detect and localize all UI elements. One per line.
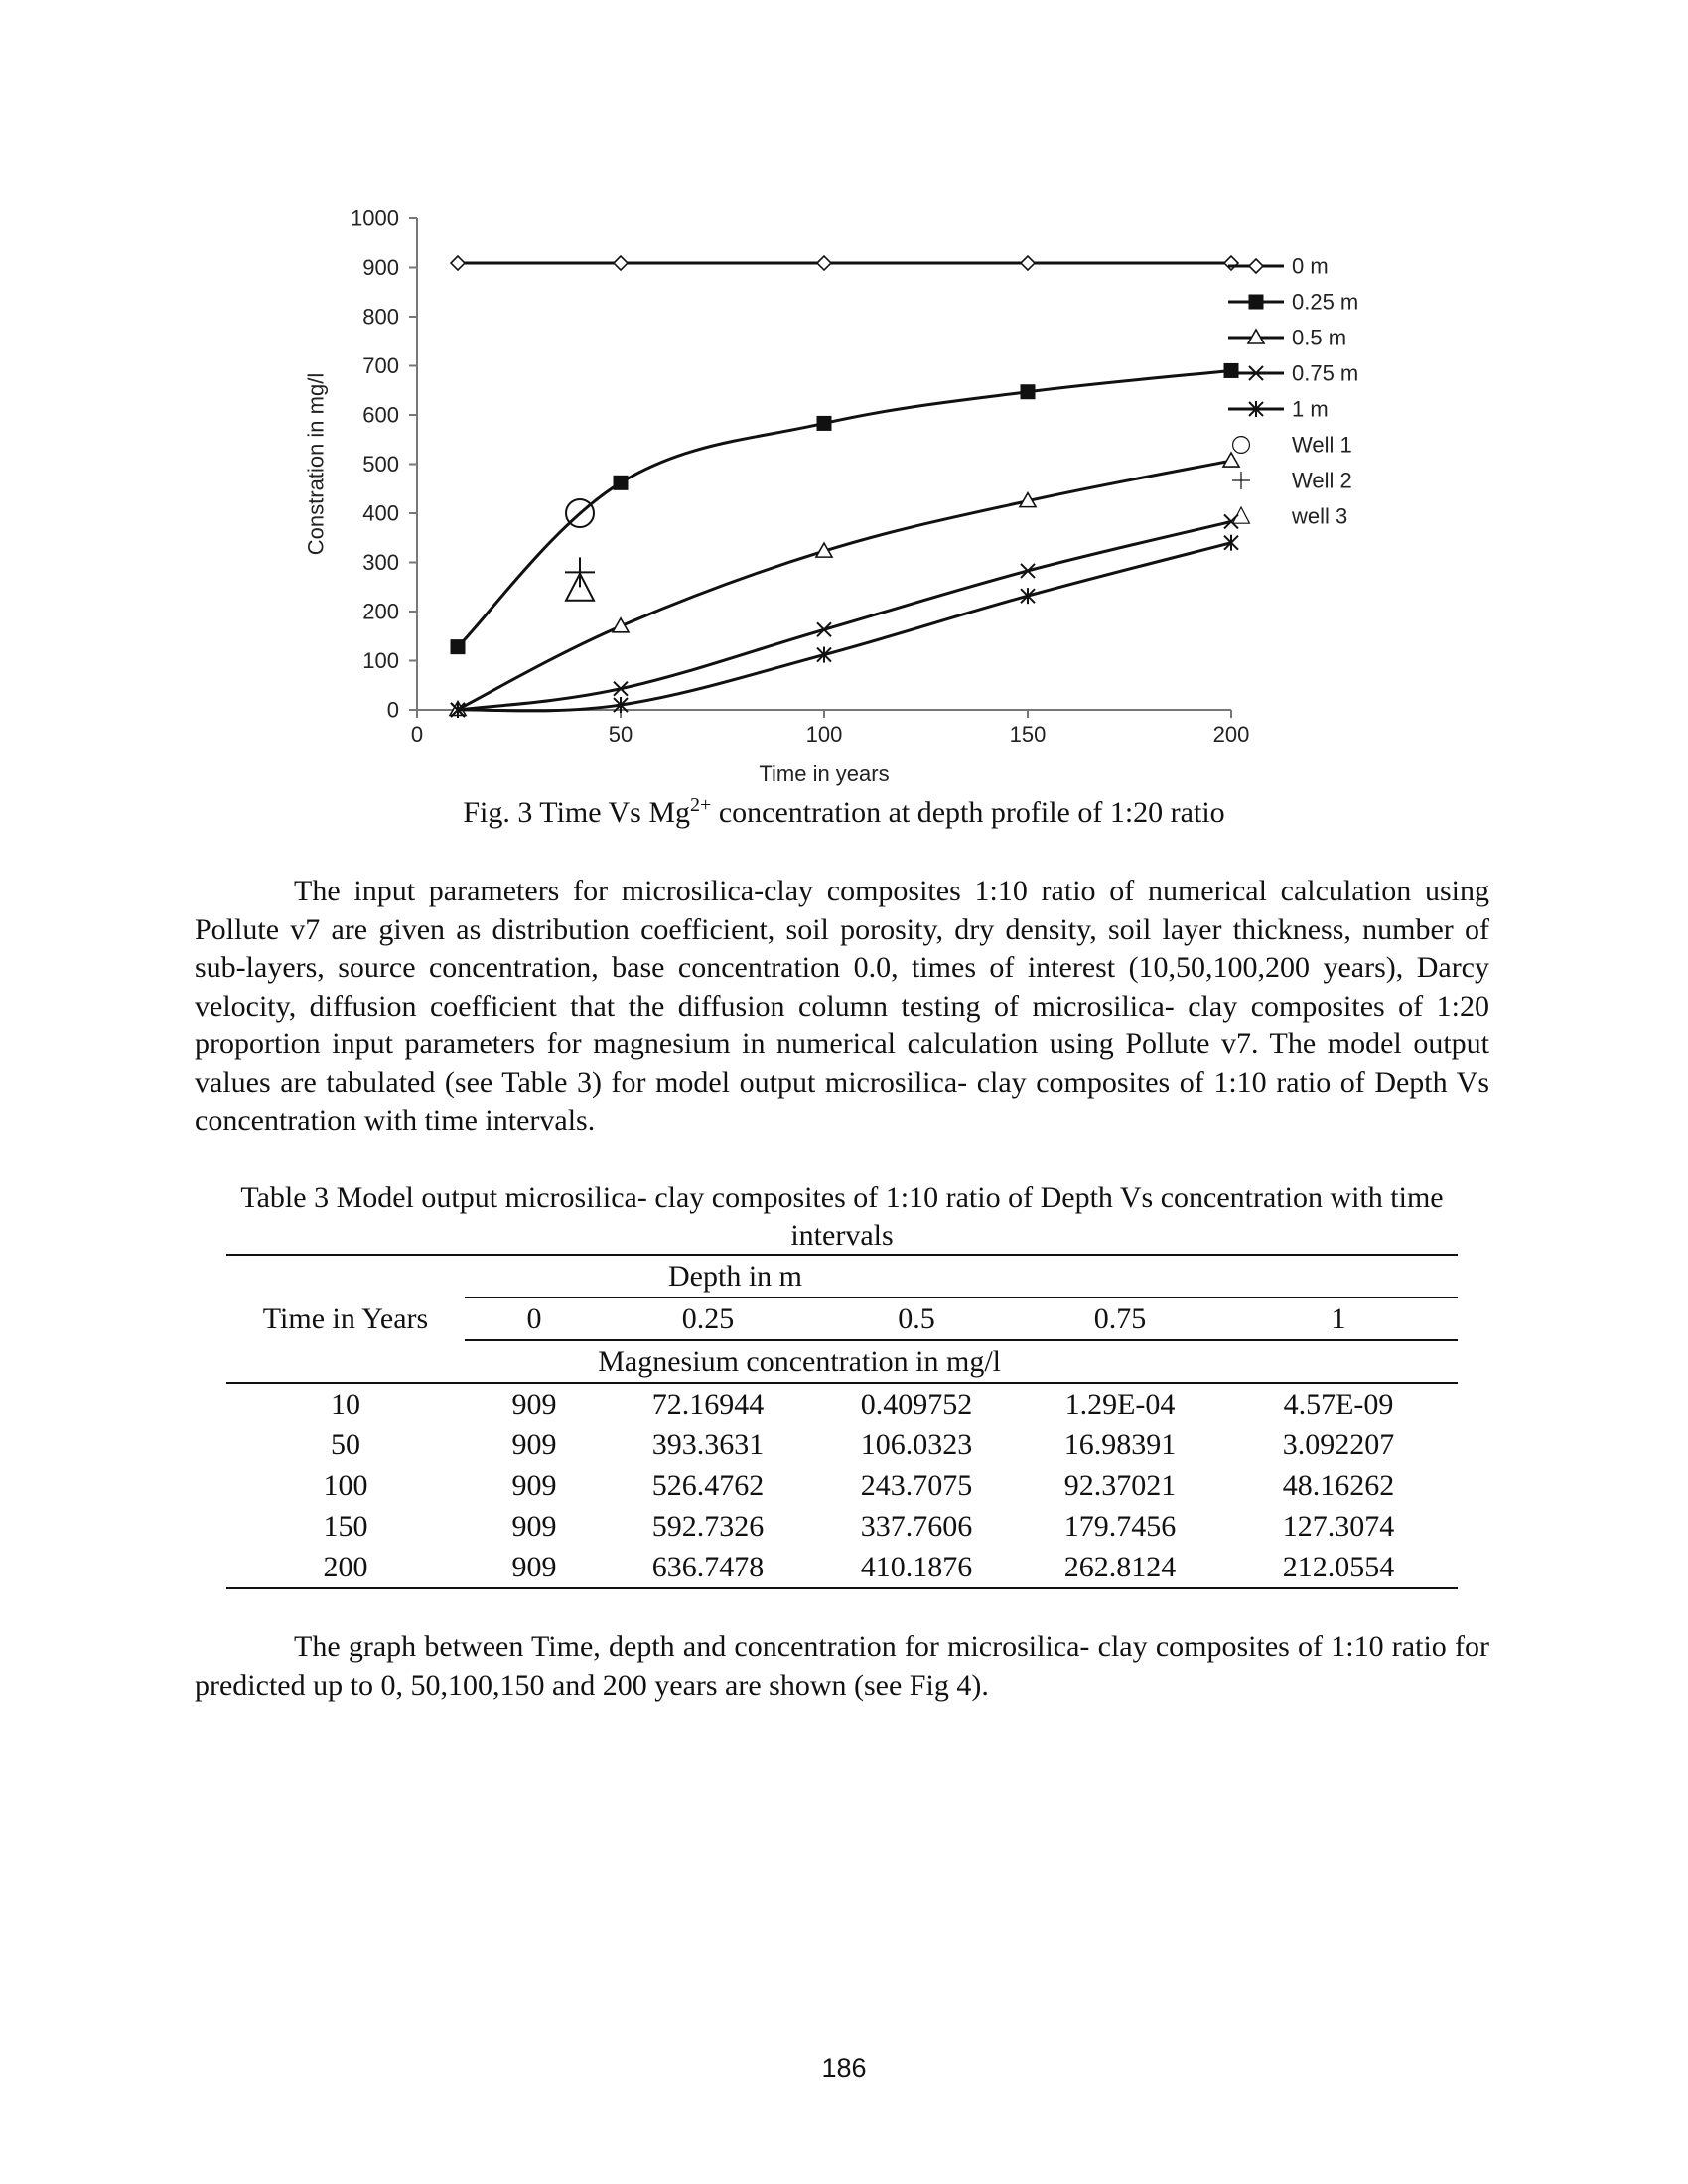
- table-cell: 72.16944: [651, 1388, 765, 1421]
- table-cell-time: 200: [226, 1547, 465, 1588]
- series-line-1-m: [458, 543, 1231, 711]
- depth-header: Depth in m: [465, 1255, 812, 1297]
- data-point-0-25-m: [451, 640, 465, 654]
- chart-svg: [278, 189, 1410, 804]
- data-point-0-5-m: [1223, 453, 1239, 467]
- y-tick-label: 600: [362, 402, 399, 428]
- legend-label-well-3: well 3: [1292, 503, 1348, 529]
- table-caption: Table 3 Model output microsilica- clay composites of 1:10 ratio of Depth Vs concentration with time intervals: [240, 1181, 1444, 1252]
- series-line-0-25-m: [458, 370, 1231, 646]
- table-cell: 16.98391: [1063, 1429, 1177, 1461]
- unit-header-spacer: [226, 1340, 465, 1383]
- legend-label-0-m: 0 m: [1292, 253, 1329, 279]
- y-tick-label: 700: [362, 353, 399, 378]
- table-corner-cell: [226, 1255, 465, 1297]
- y-tick-label: 400: [362, 500, 399, 526]
- table-row: [226, 1465, 1458, 1506]
- table-cell: 4.57E-09: [1283, 1388, 1394, 1421]
- y-tick-label: 300: [362, 550, 399, 575]
- figure-3-chart: [278, 189, 1410, 804]
- figure-caption-suffix: concentration at depth profile of 1:20 ratio: [711, 796, 1225, 829]
- table-cell: 92.37021: [1063, 1469, 1177, 1502]
- table-cell: 909: [465, 1547, 604, 1588]
- legend-label-0-25-m: 0.25 m: [1292, 289, 1359, 315]
- table-cell: 48.16262: [1282, 1469, 1395, 1502]
- page-number: 186: [821, 2053, 867, 2083]
- body-paragraph-2: The graph between Time, depth and concentration for microsilica- clay composites of 1:10 ratio for predicted up to 0, 50,100,150 and 200 years are shown (see Fig 4).: [195, 1630, 1489, 1702]
- legend-marker-well-1: [1233, 437, 1250, 454]
- table-cell: 179.7456: [1063, 1510, 1177, 1543]
- table-cell-time: 10: [331, 1388, 360, 1421]
- x-tick-label: 50: [608, 722, 633, 747]
- table-row: [226, 1506, 1458, 1547]
- depth-col-2: 0.5: [812, 1297, 1021, 1340]
- table-cell: 1.29E-04: [1064, 1388, 1176, 1421]
- time-header: Time in Years: [262, 1302, 429, 1335]
- results-table: [226, 1254, 1458, 1589]
- depth-col-3: 0.75: [1021, 1297, 1219, 1340]
- depth-header-rule: [812, 1255, 1458, 1297]
- data-point-0-m: [817, 256, 831, 270]
- table-cell: 262.8124: [1021, 1547, 1219, 1588]
- data-point-0-25-m: [817, 416, 831, 430]
- y-tick-label: 200: [362, 599, 399, 624]
- data-point-0-m: [614, 256, 628, 270]
- table-cell: 636.7478: [604, 1547, 812, 1588]
- table-cell: 393.3631: [651, 1429, 765, 1461]
- figure-caption-superscript: 2+: [690, 794, 712, 816]
- y-tick-label: 500: [362, 452, 399, 477]
- data-point-0-25-m: [1021, 385, 1035, 399]
- x-axis-label: Time in years: [759, 761, 890, 786]
- x-tick-label: 100: [805, 722, 843, 747]
- legend-marker-shape: [1233, 437, 1250, 454]
- legend-label-well-2: Well 2: [1292, 468, 1352, 493]
- table-cell: 526.4762: [651, 1469, 765, 1502]
- legend-label-well-1: Well 1: [1292, 432, 1352, 458]
- legend-label-0-75-m: 0.75 m: [1292, 360, 1359, 386]
- series-line-0-75-m: [458, 521, 1231, 710]
- body-paragraph-1: The input parameters for microsilica-clay composites 1:10 ratio of numerical calculation using Pollute v7 are given as distribution coefficient, soil porosity, dry density, soil layer thickness, number of sub-layers, source concentration, base concentration 0.0, times of interest (10,50,100,200 years), Darcy velocity, diffusion coefficient that the diffusion column testing of microsilica- clay composites of 1:20 proportion input parameters for magnesium in numerical calculation using Pollute v7. The model output values are tabulated (see Table 3) for model output microsilica- clay composites of 1:10 ratio of Depth Vs concentration with time intervals.: [195, 875, 1489, 1137]
- figure-caption: [0, 794, 1688, 830]
- legend-marker-0-m: [1249, 259, 1263, 273]
- x-tick-label: 200: [1212, 722, 1250, 747]
- legend-marker-shape: [1232, 472, 1250, 489]
- legend-label-0-5-m: 0.5 m: [1292, 325, 1347, 350]
- data-point-0-m: [1224, 256, 1238, 270]
- legend-label-1-m: 1 m: [1292, 396, 1329, 422]
- legend-marker-0-25-m: [1249, 295, 1263, 309]
- table-cell: 127.3074: [1282, 1510, 1395, 1543]
- table-cell: 592.7326: [651, 1510, 765, 1543]
- table-header-row-depths: [226, 1297, 1458, 1340]
- depth-col-1: 0.25: [604, 1297, 812, 1340]
- y-tick-label: 800: [362, 304, 399, 330]
- table-cell: 337.7606: [860, 1510, 973, 1543]
- y-tick-label: 0: [386, 697, 399, 723]
- figure-caption-prefix: Fig. 3 Time Vs Mg: [463, 796, 691, 829]
- depth-col-4: 1: [1219, 1297, 1458, 1340]
- table-cell: 909: [511, 1388, 557, 1421]
- data-point-0-25-m: [614, 476, 628, 489]
- table-row: [226, 1547, 1458, 1588]
- y-tick-label: 900: [362, 255, 399, 280]
- table-row: [226, 1425, 1458, 1465]
- table-cell: 909: [511, 1469, 557, 1502]
- table-header-row-depth: [226, 1255, 1458, 1297]
- y-tick-label: 1000: [351, 205, 399, 231]
- table-cell-time: 150: [323, 1510, 368, 1543]
- x-tick-label: 150: [1009, 722, 1047, 747]
- y-tick-label: 100: [362, 648, 399, 673]
- unit-header-rule: [1021, 1340, 1458, 1383]
- data-point-0-25-m: [1224, 363, 1238, 377]
- depth-col-0: 0: [465, 1297, 604, 1340]
- table-cell-time: 50: [331, 1429, 360, 1461]
- table-header-row-unit: [226, 1340, 1458, 1383]
- table-cell: 106.0323: [860, 1429, 973, 1461]
- unit-header: Magnesium concentration in mg/l: [465, 1340, 1021, 1383]
- table-cell: 909: [511, 1429, 557, 1461]
- table-cell: 0.409752: [860, 1388, 973, 1421]
- data-point-0-m: [451, 256, 465, 270]
- table-cell-time: 100: [323, 1469, 368, 1502]
- table-row: [226, 1383, 1458, 1425]
- data-point-0-m: [1021, 256, 1035, 270]
- legend-marker-well-2: [1232, 472, 1250, 489]
- y-axis-label: Constration in mg/l: [303, 372, 329, 556]
- x-tick-label: 0: [410, 722, 424, 747]
- table-cell: 212.0554: [1219, 1547, 1458, 1588]
- legend-marker-well-3: [1233, 507, 1250, 523]
- table-cell: 410.1876: [812, 1547, 1021, 1588]
- table-cell: 909: [511, 1510, 557, 1543]
- legend-marker-shape: [1233, 507, 1250, 523]
- table-cell: 3.092207: [1282, 1429, 1395, 1461]
- table-cell: 243.7075: [860, 1469, 973, 1502]
